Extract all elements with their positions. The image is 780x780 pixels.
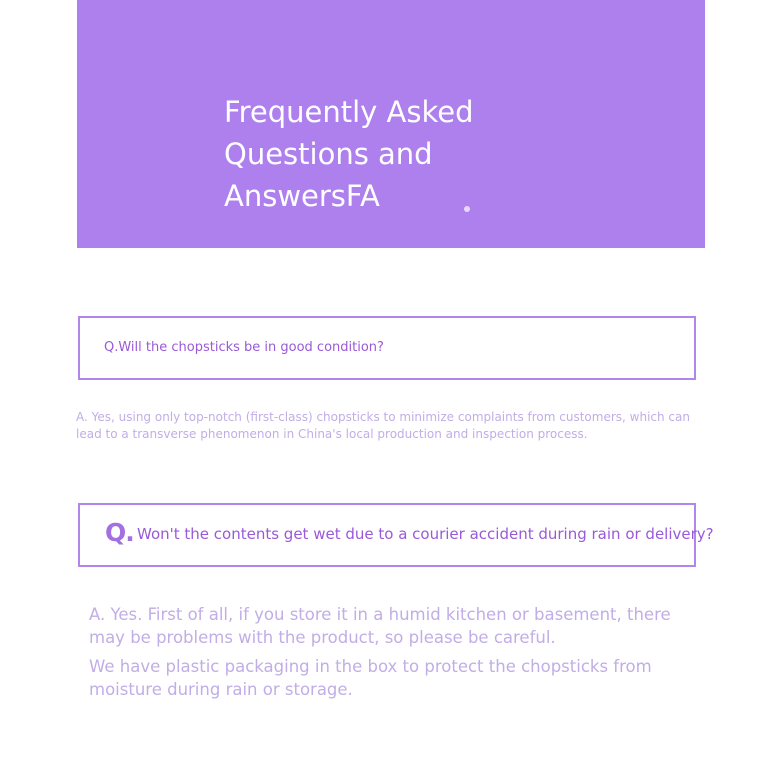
faq-hero-banner (77, 0, 705, 248)
faq-question-2-text: Won't the contents get wet due to a courier accident during rain or delivery? (137, 525, 714, 543)
faq-answer-2-paragraph-2: We have plastic packaging in the box to protect the chopsticks from moisture during rain or storage. (89, 657, 652, 699)
faq-answer-1: A. Yes, using only top-notch (first-class) chopsticks to minimize complaints from customers, which can lead to a transverse phenomenon in China's local production and inspection process. (76, 410, 690, 441)
faq-question-1-text: Q.Will the chopsticks be in good condition? (104, 340, 384, 355)
hero-title: Frequently Asked Questions and AnswersFA (224, 95, 474, 213)
sparkle-dot-icon (464, 206, 470, 212)
question-mark-icon: Q. (105, 518, 134, 547)
faq-question-2-box[interactable] (78, 503, 714, 567)
faq-question-1-box[interactable] (78, 316, 696, 380)
faq-answer-2-paragraph-1: A. Yes. First of all, if you store it in a humid kitchen or basement, there may be problems with the product, so please be careful. (89, 605, 671, 647)
faq-answer-2 (89, 603, 704, 707)
